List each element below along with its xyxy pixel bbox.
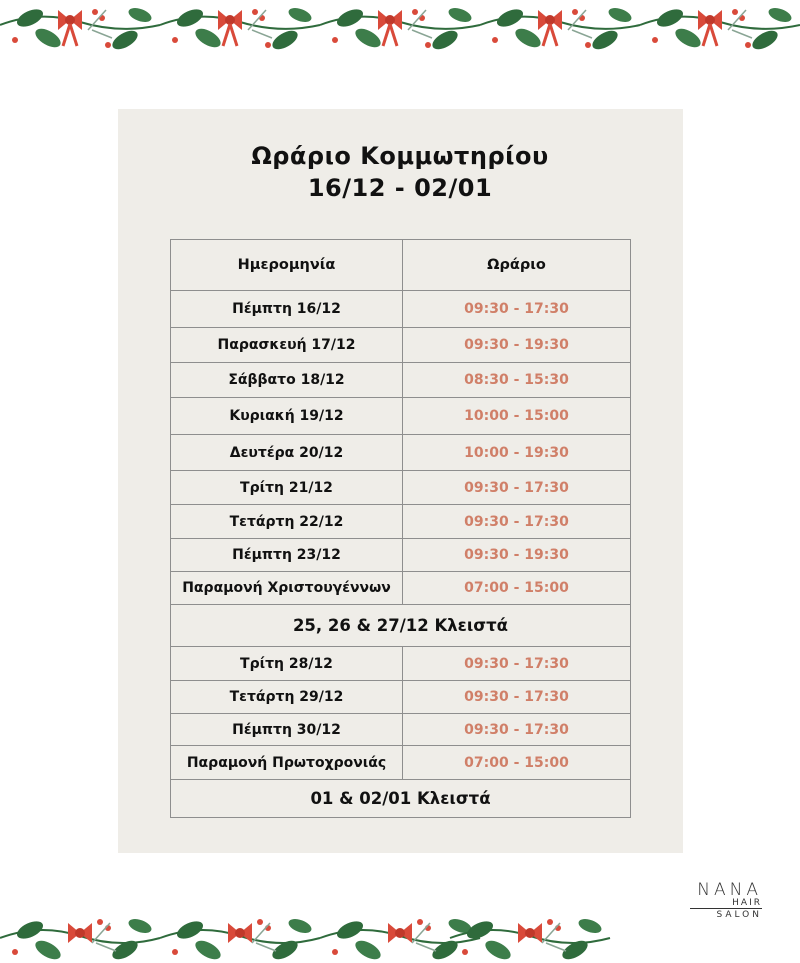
row-day: Παραμονή Πρωτοχρονιάς [171,746,403,780]
row-time: 10:00 - 19:30 [403,435,631,471]
table-row [171,714,631,746]
holly-garland-bottom-icon [0,888,800,963]
schedule-table [170,239,631,818]
row-time: 09:30 - 17:30 [403,681,631,714]
row-day: Κυριακή 19/12 [171,398,403,435]
row-day: Τρίτη 21/12 [171,471,403,505]
title-line-2: 16/12 - 02/01 [307,174,493,202]
row-day: Σάββατο 18/12 [171,363,403,398]
row-time: 09:30 - 17:30 [403,714,631,746]
logo-salon: SALON [690,908,762,920]
table-row [171,539,631,572]
table-row [171,746,631,780]
row-day: Τρίτη 28/12 [171,647,403,681]
row-time: 09:30 - 17:30 [403,505,631,539]
table-row [171,435,631,471]
row-time: 09:30 - 19:30 [403,539,631,572]
table-row [171,291,631,328]
row-day: Πέμπτη 23/12 [171,539,403,572]
row-time: 08:30 - 15:30 [403,363,631,398]
header-hours: Ωράριο [403,240,631,291]
table-row [171,681,631,714]
row-time: 09:30 - 19:30 [403,328,631,363]
table-row [171,363,631,398]
row-time: 09:30 - 17:30 [403,471,631,505]
page-title [0,140,800,204]
closed-note: 25, 26 & 27/12 Κλειστά [171,605,631,647]
table-row [171,572,631,605]
row-day: Παραμονή Χριστουγέννων [171,572,403,605]
row-day: Παρασκευή 17/12 [171,328,403,363]
title-line-1: Ωράριο Κομμωτηρίου [251,142,549,170]
table-row [171,328,631,363]
table-row [171,505,631,539]
closed-row [171,780,631,818]
row-time: 10:00 - 15:00 [403,398,631,435]
row-time: 09:30 - 17:30 [403,647,631,681]
closed-note: 01 & 02/01 Κλειστά [171,780,631,818]
closed-row [171,605,631,647]
row-time: 07:00 - 15:00 [403,746,631,780]
logo-hair: HAIR [732,898,762,908]
row-time: 09:30 - 17:30 [403,291,631,328]
row-day: Δευτέρα 20/12 [171,435,403,471]
row-day: Πέμπτη 16/12 [171,291,403,328]
row-time: 07:00 - 15:00 [403,572,631,605]
table-row [171,471,631,505]
table-row [171,647,631,681]
header-date: Ημερομηνία [171,240,403,291]
row-day: Πέμπτη 30/12 [171,714,403,746]
table-row [171,398,631,435]
table-header-row [171,240,631,291]
holly-garland-top-icon [0,0,800,70]
row-day: Τετάρτη 29/12 [171,681,403,714]
logo-name: NANA [697,880,762,900]
row-day: Τετάρτη 22/12 [171,505,403,539]
